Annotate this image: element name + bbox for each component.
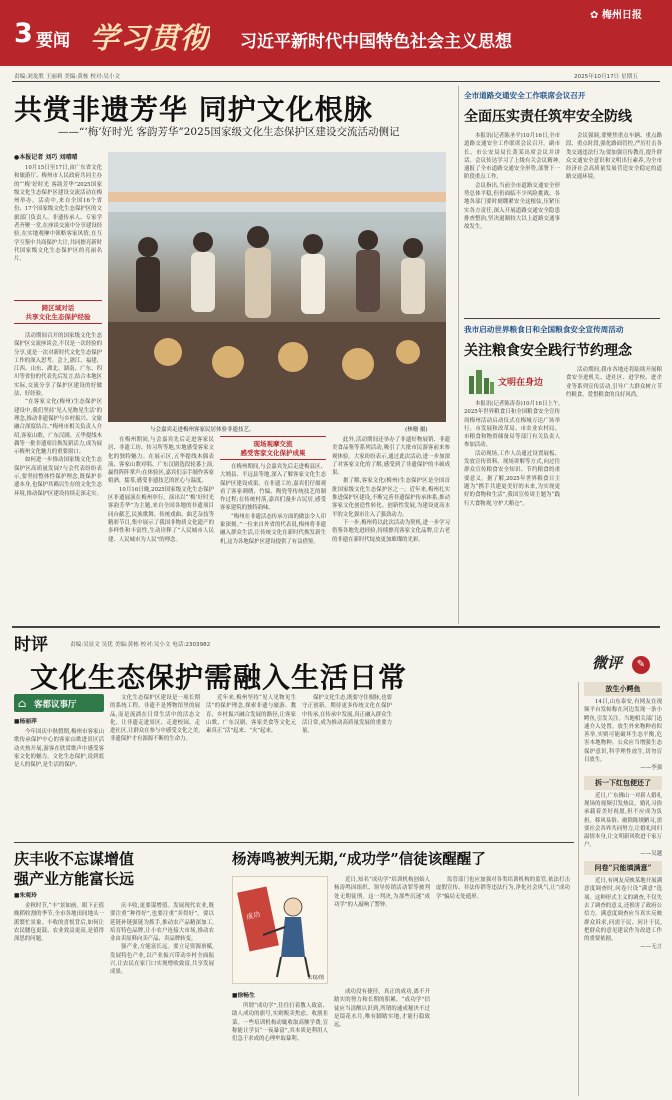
- section-rule: [12, 626, 660, 628]
- subhead-1: 跨区域对话: [41, 304, 75, 312]
- right2-text2: 活动现场,工作人员通过设置展板、发放宣传资料、现场讲解等方式,向过往群众宣传粮食安全知识、节约粮食的重要意义。据了解,2025年世界粮食日主题为“携手共建更美好的未来,为实现更好的食物和生活”,我国宣传周主题为“践行大食物观,守护大粮仓”。: [464, 450, 560, 507]
- main-col2-body: [108, 436, 214, 622]
- commentary-headline: 文化生态保护需融入生活日常: [30, 661, 408, 692]
- second-col1: [14, 902, 104, 1096]
- column-divider: [458, 86, 459, 624]
- right2-headline: 关注粮食安全践行节约理念: [464, 343, 632, 359]
- subhead-2b: 感受客家文化保护成果: [240, 449, 306, 457]
- weiping-sign-1: ——李强: [640, 765, 662, 772]
- svg-text:成功: 成功: [245, 910, 261, 922]
- section-label: 要闻: [36, 31, 70, 51]
- weiping-title-2: 拆一下红包便还了: [584, 776, 662, 790]
- kejia-p3: 近年来,梅州坚持“见人见物见生活”的保护理念,探索非遗与旅游、教育、乡村振兴融合发展的路径,让客家山歌、广东汉剧、客家美食等文化元素真正“活”起来、“火”起来。: [206, 695, 296, 735]
- kejia-p4: 保护文化生态,既要守住根脉,也要守正创新。期待更多传统文化在保护中传承,在传承中发展,真正融入群众生活日常,成为推动高质量发展的重要力量。: [302, 695, 392, 735]
- logo-text: 梅州日报: [601, 10, 642, 21]
- main-c2b: 10月16日晚,2025国家级文化生态保护区非遗展演在梅州举行。演出以“‘梅’好时光 客韵芳华”为主题,来自全国各地的非遗项目同台献艺,民族歌舞、传统戏曲、曲艺杂技等精彩节目,集中展示了我国非物质文化遗产的多样性和丰富性,生动诠释了“人民城市人民建、人民城市为人民”的理念。: [108, 486, 214, 543]
- kejia-col2: [110, 694, 200, 840]
- weiping-title-1: 放生小鳄鱼: [584, 682, 662, 696]
- editors-line: 责编:刘龙胜 王丽莉 美编:黄栋 校对:吴小文: [14, 74, 121, 80]
- date-line: 2025年10月17日 星期五: [574, 74, 638, 80]
- kejia-column-title: 客都议事厅: [34, 700, 77, 710]
- big-b3: 成功没有捷径。真正的成功,离不开踏实的努力和长期的积累。“成功学”信徒应当清醒认识到,所谓的速成秘诀不过是镜花水月,唯有脚踏实地,才能行稳致远。: [334, 989, 430, 1029]
- big-headline: 杨涛鸣被判无期,“成功学”信徒该醒醒了: [232, 851, 486, 868]
- right1-headline: 全面压实责任筑牢安全防线: [464, 109, 632, 125]
- kejia-p2: 文化生态保护区建设是一项长期的系统工程。非遗不是博物馆里的展品,而是流淌在日常生活中的活态文化。让非遗走进景区、走进校园、走进社区,让群众在参与中感受文化之美,非遗保护才有源源不断的生命力。: [110, 695, 200, 743]
- page-number: 3: [14, 18, 33, 49]
- weiping-sign-2: ——吴越: [640, 850, 662, 857]
- weiping-text-3: 近日,有网友反映某地开展满意度调查时,问卷只设“满意”选项。这种形式主义的调查,不仅失去了调查的意义,还损害了政府公信力。满意度调查应当真实反映群众诉求,问需于民、问计于民,把群众的意见建议作为改进工作的重要依据。: [584, 878, 662, 943]
- kejia-p1: 今年国庆中秋假期,梅州市客家山歌传承保护中心的客家山歌进景区活动火热开展,游客在欣赏歌声中感受客家文化的魅力。文化生态保护,说到底是人的保护,是生活的保护。: [14, 729, 104, 769]
- subhead-2: 现场观摩交流: [253, 440, 293, 448]
- photo-illustration: [108, 152, 446, 422]
- cartoon: [232, 876, 328, 984]
- commentary-editors: 责编:吴显文 吴优 美编:黄栋 校对:吴小文 电话:2303982: [70, 642, 211, 648]
- right1-text2: 会议指出,当前全市道路交通安全形势总体平稳,但仍面临不少风险挑战。各地各部门要时刻绷紧安全这根弦,压紧压实各方责任,深入开展道路交通安全隐患排查整治,坚决遏制较大以上道路交通事故发生。: [464, 182, 560, 231]
- subhead-1b: 共享文化生态保护经验: [25, 313, 91, 321]
- second-col2: [110, 902, 214, 1096]
- subhead-box-2: [220, 436, 326, 460]
- main-c4b: 据了解,客家文化(梅州)生态保护区是全国首批国家级文化生态保护区之一。近年来,梅州扎实推进保护区建设,不断完善非遗保护传承体系,推动客家文化创造性转化、创新性发展,为建设更高水平的文化强市注入了强劲动力。: [332, 478, 450, 518]
- right1-text3: 会议强调,要聚焦重点车辆、重点路段、重点时段,强化路面管控,严厉打击各类交通违法行为;要加强宣传教育,提升群众交通安全意识和文明出行素养,为全市经济社会高质量发展营造安全稳定的道路交通环境。: [566, 133, 662, 181]
- main-p2: “在客家文化(梅州)生态保护区建设中,我们坚持‘见人见物见生活’的理念,推动非遗保护与乡村振兴、文旅融合深度结合。”梅州市相关负责人介绍,客家山歌、广东汉剧、五华提线木偶等一批非遗项目焕发新活力,成为展示梅州文化魅力的重要窗口。: [14, 399, 102, 456]
- weiping-divider: [578, 682, 579, 1096]
- right2-text3: 活动期间,我市各地还将陆续开展粮食安全进机关、进社区、进学校、进企业等系列宣传活动,引导广大群众树立节约粮食、爱惜粮食的良好风尚。: [566, 367, 662, 398]
- right2-kicker: 我市启动世界粮食日和全国粮食安全宣传周活动: [464, 325, 624, 334]
- cartoon-credit: 朱权/图: [307, 975, 324, 981]
- big-b1: 近日,知名“成功学”培训机构创始人杨涛鸣因组织、领导传销活动罪等被判处无期徒刑。这一判决,为那些沉迷“成功学”的人敲响了警钟。: [334, 877, 430, 908]
- second-s1: 金秋时节,“丰”景如画。眼下正值晚稻收割的季节,全市各地田间地头一派繁忙景象。丰收的喜悦背后,如何让农民腰包更鼓、农业效益更高,是值得深思的问题。: [14, 903, 104, 943]
- kejia-col4: [302, 694, 392, 840]
- right2-text1: 本报讯(记者陈涛春)10月16日上午,2025年世界粮食日和全国粮食安全宣传周梅州活动启动仪式在梅城万达广场举行。市发展和改革局、市农业农村局、市粮食和物资储备局等部门有关负责人参加活动。: [464, 401, 560, 449]
- right2-col2: [566, 366, 662, 622]
- big-b4: 监管部门也应加强对各类培训机构的监管,依法打击虚假宣传、非法传销等违法行为,净化社会风气,让“成功学”骗局无处遁形。: [436, 877, 570, 900]
- weiping-label: 微评: [592, 654, 623, 672]
- main-p3: 如何进一步推动国家级文化生态保护区高质量发展?与会代表纷纷表示,要坚持整体性保护理念,既保护非遗本身,也保护其赖以生存的文化生态环境,推动保护区建设持续走深走实。: [14, 457, 102, 497]
- big-b2: 所谓“成功学”,往往打着教人致富、助人成功的旗号,实则贩卖焦虑、收割韭菜。一些培训机构动辄收取高额学费,宣称能让学员“一夜暴富”,其本质是利用人们急于求成的心理牟取暴利。: [232, 1003, 328, 1043]
- house-icon: ⌂: [18, 697, 27, 710]
- main-col4-body: [332, 436, 450, 622]
- main-p1: 活动期间召开的国家级文化生态保护区交流座谈会,不仅是一次经验的分享,更是一次对新时代文化生态保护工作的深入思考。会上,浙江、福建、江西、山东、湖北、湖南、广东、四川等省份的代表先后发言,结合本地区实际,交流分享了保护区建设的好做法、好经验。: [14, 333, 102, 398]
- weiping-sign-3: ——无言: [640, 944, 662, 951]
- right1-kicker: 全市道路交通安全工作联席会议召开: [464, 91, 586, 100]
- second-headline: 庆丰收不忘谋增值: [14, 850, 135, 866]
- weiping-text-1: 14日,山东泰安,有网友在视频平台发帖称在河边发现一条小鳄鱼,引发关注。当地相关部门迅速介入处置。放生外来物种看似善举,实则可能破坏生态平衡,危害本地物种。公众应当增强生态保护意识,科学理性放生,切勿盲目放生。: [584, 699, 662, 764]
- weiping-icon: ✎: [632, 656, 650, 674]
- big-byline: ■徐畅生: [232, 993, 255, 999]
- kejia-col3: [206, 694, 296, 840]
- second-byline: ■朱观玲: [14, 893, 37, 899]
- banner-slogan: 习近平新时代中国特色社会主义思想: [240, 32, 512, 52]
- city-skyline-icon: [466, 366, 496, 396]
- big-col3: [436, 876, 570, 1096]
- kejia-column-badge: [14, 694, 104, 712]
- kejia-col1: [14, 728, 104, 838]
- main-c4c: 下一步,梅州将以此次活动为契机,进一步学习借鉴各地先进经验,持续擦亮客家文化品牌,让古老的非遗在新时代绽放更加璀璨的光彩。: [332, 519, 450, 543]
- main-intro: 10月15日至17日,由广东省文化和旅游厅、梅州市人民政府共同主办的“‘梅’好时光 客韵芳华”2025国家级文化生态保护区建设交流活动在梅州举办。活动中,来自全国16个省份、17个国家级文化生态保护区的文旅部门负责人、非遗传承人、专家学者齐聚一堂,在座谈交流中分享建设经验,在实地观摩中领略客家风情,在互学互鉴中共商保护大计,共同擦亮新时代国家级文化生态保护区的亮丽名片。: [14, 165, 102, 263]
- weiping-title-3: 问卷“只能填满意”: [584, 861, 662, 875]
- big-col2-top: [334, 876, 430, 984]
- cartoon-illustration: [233, 877, 328, 984]
- second-headline-2: 强产业方能富长远: [14, 870, 135, 886]
- top-rule: [12, 81, 660, 82]
- second-s3: 强产业,方能富长远。要立足资源禀赋,发展特色产业,以产业振兴带动乡村全面振兴,让农民在家门口实现增收致富,共享发展成果。: [110, 944, 214, 976]
- logo-icon: ✿: [590, 10, 599, 21]
- main-headline: 共赏非遗芳华 同护文化根脉: [14, 93, 373, 122]
- commentary-section-label: 时评: [14, 635, 48, 652]
- civility-logo-text: 文明在身边: [498, 378, 544, 388]
- main-photo: [108, 152, 446, 422]
- main-c4a: 此外,活动期间还举办了非遗好物展销、非遗美食品鉴等系列活动,吸引了大批市民游客前来参观体验。大家纷纷表示,通过此次活动,进一步加深了对客家文化的了解,感受到了非遗保护的丰硕成果。: [332, 437, 450, 477]
- commentary-mid-rule: [14, 842, 574, 843]
- main-c2a: 在梅州期间,与会嘉宾先后走进客家民居、非遗工坊、传习所等地,实地感受客家文化的独特魅力。在展示区,五华提线木偶表演、客家山歌对唱、广东汉剧选段轮番上演,赢得阵阵掌声;在体验区,嘉宾们亲手制作客家娘酒、擂茶,感受非遗技艺的匠心与温度。: [108, 437, 214, 485]
- right1-text1: 本报讯(记者陈圣平)10月16日,全市道路交通安全工作联席会议召开。副市长、市公安局局长黄某出席会议并讲话。会议传达学习了上级有关会议精神,通报了全市道路交通安全形势,部署下一阶段重点工作。: [464, 133, 560, 181]
- main-col3-body: [220, 436, 326, 622]
- right1-col1: [464, 132, 560, 310]
- main-c3b: “梅州在非遗活态传承方面的做法令人印象深刻。”一位来自外省的代表说,梅州将非遗融入群众生活,让传统文化在新时代焕发新生机,这为各地保护区建设提供了有益借鉴。: [220, 513, 326, 545]
- kejia-byline: ■杨丽萍: [14, 719, 37, 725]
- right2-col1: [464, 400, 560, 622]
- photo-caption: 与会嘉宾走进梅州客家民居体验非遗技艺。: [150, 427, 255, 433]
- right-mid-rule: [464, 318, 660, 319]
- big-col2: [334, 988, 430, 1096]
- weiping-text-2: 近日,广东佛山一对新人婚礼现场的视频引发热议。婚礼习俗承载着美好祝愿,但不应成为负担。移风易俗、破除陈规陋习,需要社会各界共同努力,让婚礼回归温情本身,让文明新风吹进千家万户。: [584, 792, 662, 849]
- subhead-box-1: [14, 300, 102, 330]
- main-subheadline: ——“‘梅’好时光 客韵芳华”2025国家级文化生态保护区建设交流活动侧记: [58, 126, 400, 138]
- right1-col2: [566, 132, 662, 310]
- photo-credit: (林珊 摄): [405, 427, 428, 433]
- main-col1-body: [14, 332, 102, 622]
- calligraphy-title: 学习贯彻: [90, 21, 211, 55]
- newspaper-logo: [590, 6, 642, 21]
- big-col1: [232, 1002, 328, 1096]
- main-byline: ●本报记者 刘巧 刘晴晴: [14, 154, 78, 161]
- weiping-column: [584, 682, 662, 1096]
- civility-logo: [464, 366, 560, 396]
- second-s2: 庆丰收,更要谋增值。发展现代农业,既要注重“种得好”,也要注重“卖得好”。要以延链补链强链为抓手,推动农产品精深加工,培育特色品牌,让小农户连接大市场,推动农业由卖原料向卖产品、卖品牌转变。: [110, 903, 214, 943]
- main-c3a: 在梅州期间,与会嘉宾先后走进梅县区、大埔县、平远县等地,深入了解客家文化生态保护区建设成果。在非遗工坊,嘉宾们仔细观看了客家刺绣、竹编、陶瓷等传统技艺的制作过程;在传统村落,嘉宾们漫步古民居,感受客家建筑的独特韵味。: [220, 464, 326, 512]
